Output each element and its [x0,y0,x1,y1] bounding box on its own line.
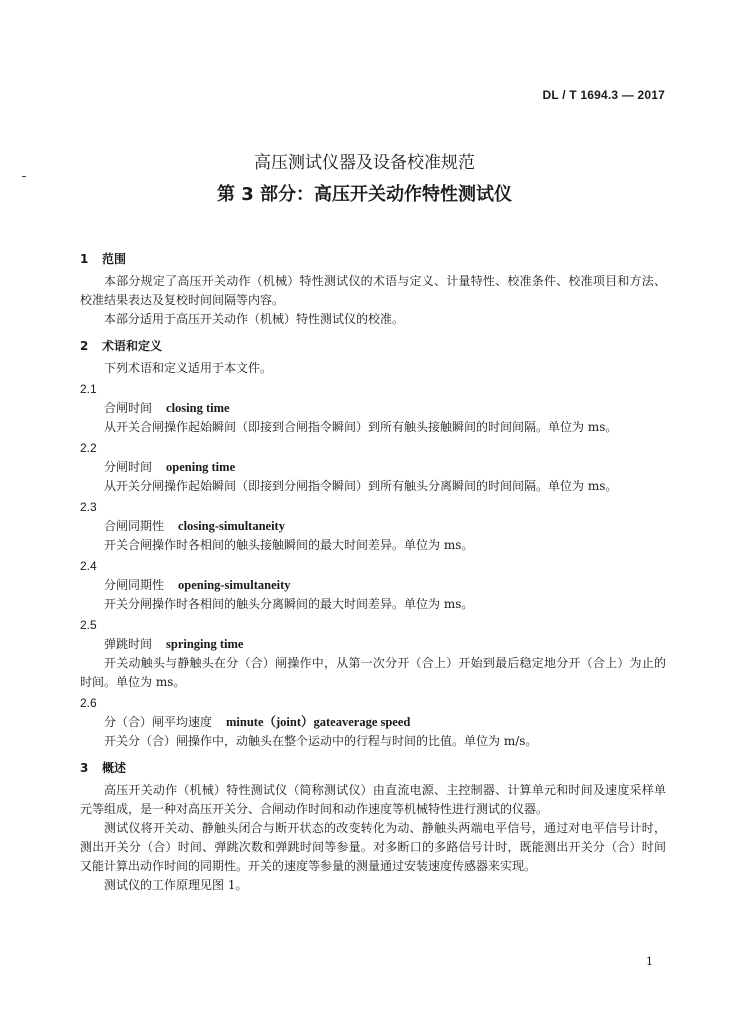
term-name [80,458,666,477]
term-definition: 从开关分闸操作起始瞬间（即接到分闸指令瞬间）到所有触头分离瞬间的时间间隔。单位为 ms。 [104,479,618,493]
term-entry [80,498,666,555]
term-number: 2.1 [80,382,97,396]
term-definition: 从开关合闸操作起始瞬间（即接到合闸指令瞬间）到所有触头接触瞬间的时间间隔。单位为 ms。 [104,420,618,434]
term-name [80,713,666,732]
term-en: opening time [166,460,236,474]
term-name [80,635,666,654]
term-definition: 开关分闸操作时各相间的触头分离瞬间的最大时间差异。单位为 ms。 [104,597,474,611]
paragraph: 测试仪的工作原理见图 1。 [104,878,248,892]
document-title: 高压测试仪器及设备校准规范 [254,153,475,173]
margin-mark [22,176,26,177]
term-zh: 分（合）闸平均速度 [104,715,213,729]
term-zh: 弹跳时间 [104,637,153,651]
paragraph: 测试仪将开关动、静触头闭合与断开状态的改变转化为动、静触头两端电平信号，通过对电平信号计时，测出开关分（合）时间、弹跳次数和弹跳时间等参量。对多断口的多路信号计时，既能测出开关分（合）时间又能计算出动作时间的同期性。开关的速度等参量的测量通过安装速度传感器来实现。 [80,821,666,873]
term-entry [80,557,666,614]
section-number: 1 [80,252,89,266]
term-definition: 开关合闸操作时各相间的触头接触瞬间的最大时间差异。单位为 ms。 [104,538,474,552]
term-en: opening-simultaneity [178,578,291,592]
term-en: minute（joint）gateaverage speed [226,715,411,729]
term-zh: 分闸同期性 [104,578,165,592]
term-entry [80,694,666,751]
section-number: 3 [80,761,89,775]
term-number: 2.3 [80,500,97,514]
term-entry [80,439,666,496]
section-heading [80,759,666,781]
term-en: springing time [166,637,244,651]
paragraph: 下列术语和定义适用于本文件。 [104,361,273,375]
term-zh: 合闸同期性 [104,519,165,533]
term-number: 2.2 [80,441,97,455]
section-title: 概述 [102,761,127,775]
term-name [80,517,666,536]
term-name [80,399,666,418]
term-zh: 合闸时间 [104,401,153,415]
term-definition: 开关分（合）闸操作中，动触头在整个运动中的行程与时间的比值。单位为 m/s。 [104,734,538,748]
paragraph: 高压开关动作（机械）特性测试仪（简称测试仪）由直流电源、主控制器、计算单元和时间及速度采样单元等组成，是一种对高压开关分、合闸动作时间和动作速度等机械特性进行测试的仪器。 [80,783,666,816]
paragraph: 本部分适用于高压开关动作（机械）特性测试仪的校准。 [104,312,405,326]
term-definition: 开关动触头与静触头在分（合）闸操作中，从第一次分开（合上）开始到最后稳定地分开（合上）为止的时间。单位为 ms。 [80,656,666,689]
page-number: 1 [646,955,653,968]
standard-code: DL / T 1694.3 — 2017 [542,88,665,102]
term-name [80,576,666,595]
term-entry [80,380,666,437]
section-number: 2 [80,339,89,353]
section-title: 范围 [102,252,127,266]
document-body [80,242,666,895]
term-en: closing-simultaneity [178,519,285,533]
term-en: closing time [166,401,230,415]
term-zh: 分闸时间 [104,460,153,474]
term-number: 2.6 [80,696,97,710]
section-heading [80,337,666,359]
term-entry [80,616,666,692]
term-number: 2.5 [80,618,97,632]
document-subtitle: 第 3 部分：高压开关动作特性测试仪 [216,184,513,205]
section-title: 术语和定义 [102,339,163,353]
paragraph: 本部分规定了高压开关动作（机械）特性测试仪的术语与定义、计量特性、校准条件、校准项目和方法、校准结果表达及复校时间间隔等内容。 [80,274,666,307]
section-heading [80,250,666,272]
term-number: 2.4 [80,559,97,573]
